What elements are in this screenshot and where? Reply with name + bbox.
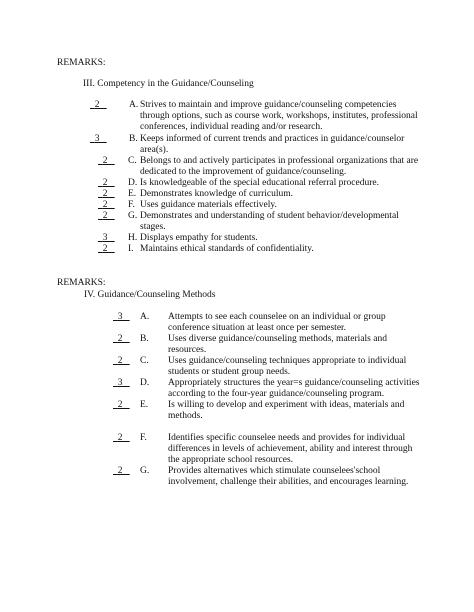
item-letter: B. <box>140 334 149 344</box>
item-letter: G. <box>128 211 138 221</box>
item-text: Maintains ethical standards of confidentiality. <box>140 244 314 254</box>
rating-score: 3 <box>117 378 123 388</box>
item-text: Strives to maintain and improve guidance/counseling competencies through options, such as course work, workshops, institutes, professional conferences, individual reading and/or research. <box>140 100 418 132</box>
item-text: Appropriately structures the year=s guidance/counseling activities according to the four-year guidance/counseling program. <box>168 378 420 399</box>
rating-score: 2 <box>102 178 108 188</box>
item-letter: D. <box>128 178 138 188</box>
item-letter: D. <box>140 378 150 388</box>
remarks-label-section-4: REMARKS: <box>57 278 106 288</box>
item-letter: E. <box>140 400 149 410</box>
item-text: Uses diverse guidance/counseling methods, materials and resources. <box>168 334 387 355</box>
item-text: Attempts to see each counselee on an individual or group conference situation at least once per semester. <box>168 312 386 333</box>
rating-score: 2 <box>102 211 108 221</box>
section-4-heading: IV. Guidance/Counseling Methods <box>84 290 216 300</box>
item-letter: C. <box>140 356 149 366</box>
item-letter: E. <box>128 189 137 199</box>
item-text: Is knowledgeable of the special educational referral procedure. <box>140 178 379 188</box>
item-letter: B. <box>129 134 138 144</box>
item-text: Uses guidance/counseling techniques appropriate to individual students or student group needs. <box>168 356 407 377</box>
rating-score: 2 <box>117 334 123 344</box>
item-text: Provides alternatives which stimulate counselees'school involvement, challenge their abilities, and encourages learning. <box>168 466 409 487</box>
item-letter: G. <box>140 466 150 476</box>
remarks-label-section-3: REMARKS: <box>57 58 106 68</box>
item-letter: I. <box>128 244 134 254</box>
item-text: Demonstrates and understanding of student behavior/developmental stages. <box>140 211 399 232</box>
item-text: Displays empathy for students. <box>140 233 258 243</box>
item-text: Belongs to and actively participates in professional organizations that are dedicated to the improvement of guidance/counseling. <box>140 156 419 177</box>
item-letter: C. <box>128 156 137 166</box>
item-letter: F. <box>140 433 147 443</box>
item-text: Identifies specific counselee needs and provides for individual differences in levels of achievement, ability and interest through the appropriate school resources. <box>168 433 413 465</box>
rating-score: 3 <box>102 233 108 243</box>
item-text: Is willing to develop and experiment with ideas, materials and methods. <box>168 400 405 421</box>
item-text: Demonstrates knowledge of curriculum. <box>140 189 294 199</box>
rating-score: 2 <box>94 100 100 110</box>
rating-score: 2 <box>102 244 108 254</box>
rating-score: 2 <box>117 433 123 443</box>
rating-score: 2 <box>117 400 123 410</box>
rating-score: 2 <box>102 156 108 166</box>
item-letter: F. <box>128 200 135 210</box>
item-letter: H. <box>128 233 138 243</box>
rating-score: 2 <box>117 356 123 366</box>
item-letter: A. <box>140 312 150 322</box>
rating-score: 2 <box>102 200 108 210</box>
rating-score: 2 <box>117 466 123 476</box>
item-text: Keeps informed of current trends and practices in guidance/counselor area(s). <box>140 134 405 155</box>
section-3-heading: III. Competency in the Guidance/Counseling <box>83 79 254 89</box>
rating-score: 2 <box>102 189 108 199</box>
item-letter: A. <box>129 100 139 110</box>
item-text: Uses guidance materials effectively. <box>140 200 277 210</box>
rating-score: 3 <box>117 312 123 322</box>
rating-score: 3 <box>94 134 100 144</box>
